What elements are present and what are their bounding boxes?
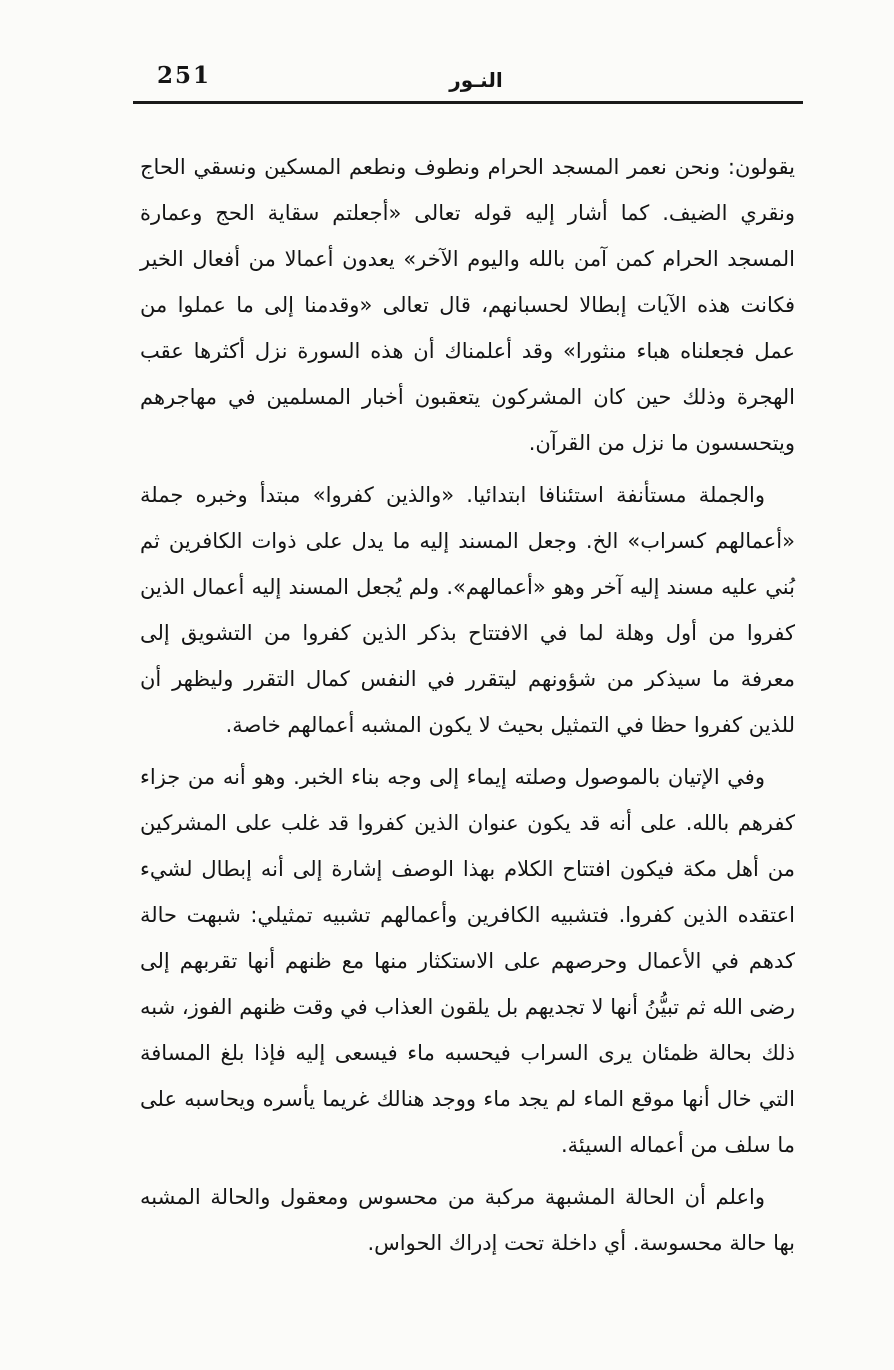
running-head: النـور	[449, 68, 503, 92]
header-rule	[133, 101, 803, 104]
paragraph: واعلم أن الحالة المشبهة مركبة من محسوس ومعقول والحالة المشبه بها حالة محسوسة. أي داخلة تحت إدراك الحواس.	[140, 1185, 795, 1255]
paragraph: يقولون: ونحن نعمر المسجد الحرام ونطوف ونطعم المسكين ونسقي الحاج ونقري الضيف. كما أشار إليه قوله تعالى «أجعلتم سقاية الحج وعمارة المسجد الحرام كمن آمن بالله واليوم الآخر» يعدون أعمالا من أفعال الخير فكانت هذه الآيات إبطالا لحسبانهم، قال تعالى «وقدمنا إلى ما عملوا من عمل فجعلناه هباء منثورا» وقد أعلمناك أن هذه السورة نزل أكثرها عقب الهجرة وذلك حين كان المشركون يتعقبون أخبار المسلمين في مهاجرهم ويتحسسون ما نزل من القرآن.	[140, 155, 795, 455]
paragraph: والجملة مستأنفة استئنافا ابتدائيا. «والذين كفروا» مبتدأ وخبره جملة «أعمالهم كسراب» الخ. وجعل المسند إليه ما يدل على ذوات الكافرين ثم بُني عليه مسند إليه آخر وهو «أعمالهم». ولم يُجعل المسند إليه أعمال الذين كفروا من أول وهلة لما في الافتتاح بذكر الذين كفروا من التشويق إلى معرفة ما سيذكر من شؤونهم ليتقرر في النفس كمال التقرر وليظهر أن للذين كفروا حظا في التمثيل بحيث لا يكون المشبه أعمالهم خاصة.	[140, 483, 795, 737]
page-number: 251	[157, 62, 212, 89]
paragraph: وفي الإتيان بالموصول وصلته إيماء إلى وجه بناء الخبر. وهو أنه من جزاء كفرهم بالله. على أنه قد يكون عنوان الذين كفروا قد غلب على المشركين من أهل مكة فيكون افتتاح الكلام بهذا الوصف إشارة إلى أنه إبطال لشيء اعتقده الذين كفروا. فتشبيه الكافرين وأعمالهم تشبيه تمثيلي: شبهت حالة كدهم في الأعمال وحرصهم على الاستكثار منها مع ظنهم أنها تقربهم إلى رضى الله ثم تبيُّنُ أنها لا تجديهم بل يلقون العذاب في وقت ظنهم الفوز، شبه ذلك بحالة ظمئان يرى السراب فيحسبه ماء فيسعى إليه فإذا بلغ المسافة التي خال أنها موقع الماء لم يجد ماء ووجد هنالك غريما يأسره ويحاسبه على ما سلف من أعماله السيئة.	[140, 765, 795, 1157]
body-text	[140, 144, 795, 1266]
page-header	[133, 56, 803, 104]
